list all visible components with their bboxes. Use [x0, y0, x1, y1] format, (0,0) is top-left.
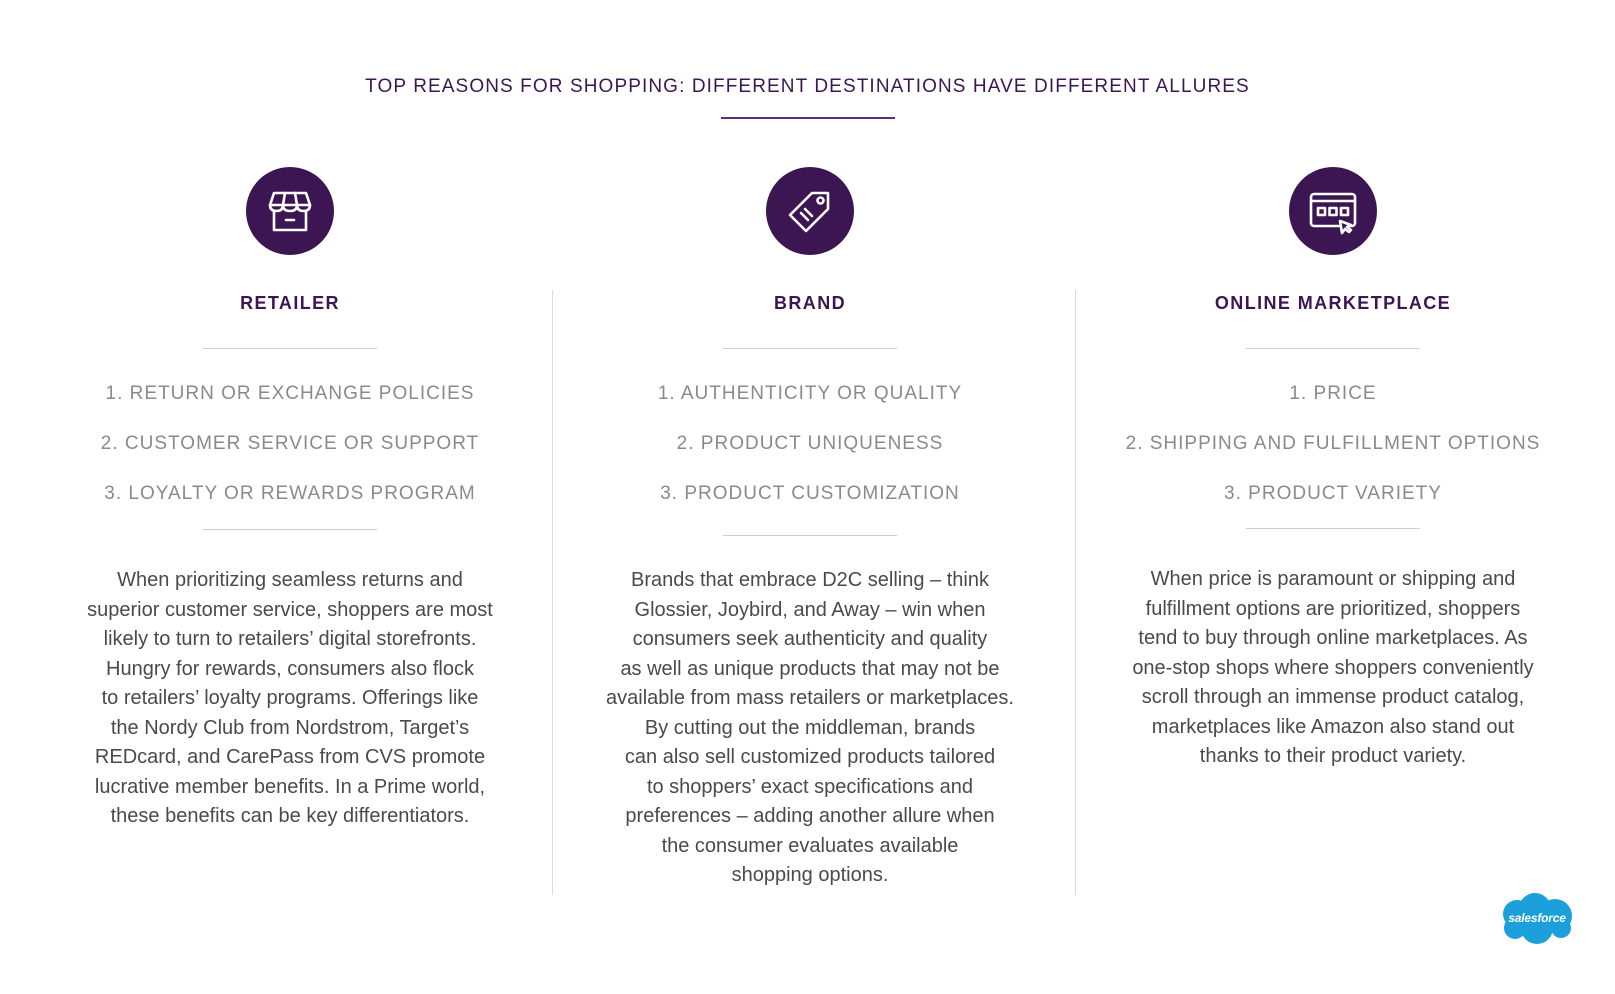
description-line: superior customer service, shoppers are most: [87, 598, 493, 621]
description-line: tend to buy through online marketplaces. As: [1138, 627, 1528, 649]
description: [60, 566, 520, 832]
reason-item: 2. SHIPPING AND FULFILLMENT OPTIONS: [1125, 433, 1541, 454]
description-line: these benefits can be key differentiators.: [110, 805, 470, 827]
divider-rule: [1246, 528, 1420, 529]
description-line: Brands that embrace D2C selling – think: [631, 569, 989, 591]
divider-rule: [723, 535, 897, 536]
logo-text: salesforce: [1508, 911, 1566, 925]
divider-rule: [723, 348, 897, 349]
description-line: By cutting out the middleman, brands: [644, 716, 976, 739]
description-line: thanks to their product variety.: [1199, 745, 1467, 767]
column-heading: BRAND: [774, 293, 846, 313]
description-line: scroll through an immense product catalog,: [1141, 686, 1525, 708]
description-line: marketplaces like Amazon also stand out: [1151, 715, 1515, 738]
page-title: TOP REASONS FOR SHOPPING: DIFFERENT DESTINATIONS HAVE DIFFERENT ALLURES: [365, 76, 1250, 97]
description-line: preferences – adding another allure when: [625, 805, 995, 827]
divider-rule: [203, 529, 377, 530]
column-divider: [1075, 290, 1076, 895]
description-line: consumers seek authenticity and quality: [632, 628, 988, 650]
retailer-column: [60, 167, 520, 832]
description: [580, 566, 1040, 891]
description: [1103, 565, 1563, 772]
reason-item: 1. AUTHENTICITY OR QUALITY: [657, 383, 963, 404]
description-line: likely to turn to retailers’ digital storefronts.: [103, 628, 477, 650]
description-line: available from mass retailers or marketplaces.: [606, 687, 1014, 709]
column-divider: [552, 290, 553, 895]
reason-item: 3. LOYALTY OR REWARDS PROGRAM: [104, 483, 476, 504]
description-line: When price is paramount or shipping and: [1150, 568, 1516, 590]
divider-rule: [203, 348, 377, 349]
reason-item: 1. PRICE: [1289, 383, 1377, 404]
price-tag-icon: [766, 167, 854, 255]
description-line: to shoppers’ exact specifications and: [646, 775, 974, 798]
column-heading: RETAILER: [240, 293, 340, 313]
divider-rule: [1246, 348, 1420, 349]
description-line: REDcard, and CarePass from CVS promote: [94, 746, 486, 768]
description-line: the Nordy Club from Nordstrom, Target’s: [110, 716, 470, 739]
title-underline: [721, 117, 895, 119]
description-line: one-stop shops where shoppers conveniently: [1132, 656, 1534, 679]
description-line: lucrative member benefits. In a Prime world,: [94, 775, 486, 798]
description-line: the consumer evaluates available: [661, 834, 959, 857]
reasons-list: [60, 383, 520, 533]
storefront-icon: [246, 167, 334, 255]
web-marketplace-icon: [1289, 167, 1377, 255]
reason-item: 3. PRODUCT VARIETY: [1224, 483, 1442, 504]
description-line: to retailers’ loyalty programs. Offerings like: [101, 687, 479, 709]
description-line: Glossier, Joybird, and Away – win when: [634, 598, 986, 621]
brand-column: [580, 167, 1040, 891]
description-line: Hungry for rewards, consumers also flock: [106, 657, 474, 680]
reason-item: 1. RETURN OR EXCHANGE POLICIES: [105, 383, 475, 404]
salesforce-logo: [1497, 892, 1577, 948]
reason-item: 2. CUSTOMER SERVICE OR SUPPORT: [100, 433, 480, 454]
reason-item: 3. PRODUCT CUSTOMIZATION: [660, 483, 960, 504]
description-line: fulfillment options are prioritized, shoppers: [1145, 597, 1521, 620]
reason-item: 2. PRODUCT UNIQUENESS: [676, 433, 944, 454]
description-line: as well as unique products that may not be: [620, 657, 1000, 680]
online-marketplace-column: [1103, 167, 1563, 772]
description-line: can also sell customized products tailored: [624, 746, 996, 768]
description-line: When prioritizing seamless returns and: [117, 569, 463, 591]
description-line: shopping options.: [731, 864, 889, 886]
reasons-list: [1103, 383, 1563, 533]
reasons-list: [580, 383, 1040, 533]
column-heading: ONLINE MARKETPLACE: [1214, 293, 1452, 313]
